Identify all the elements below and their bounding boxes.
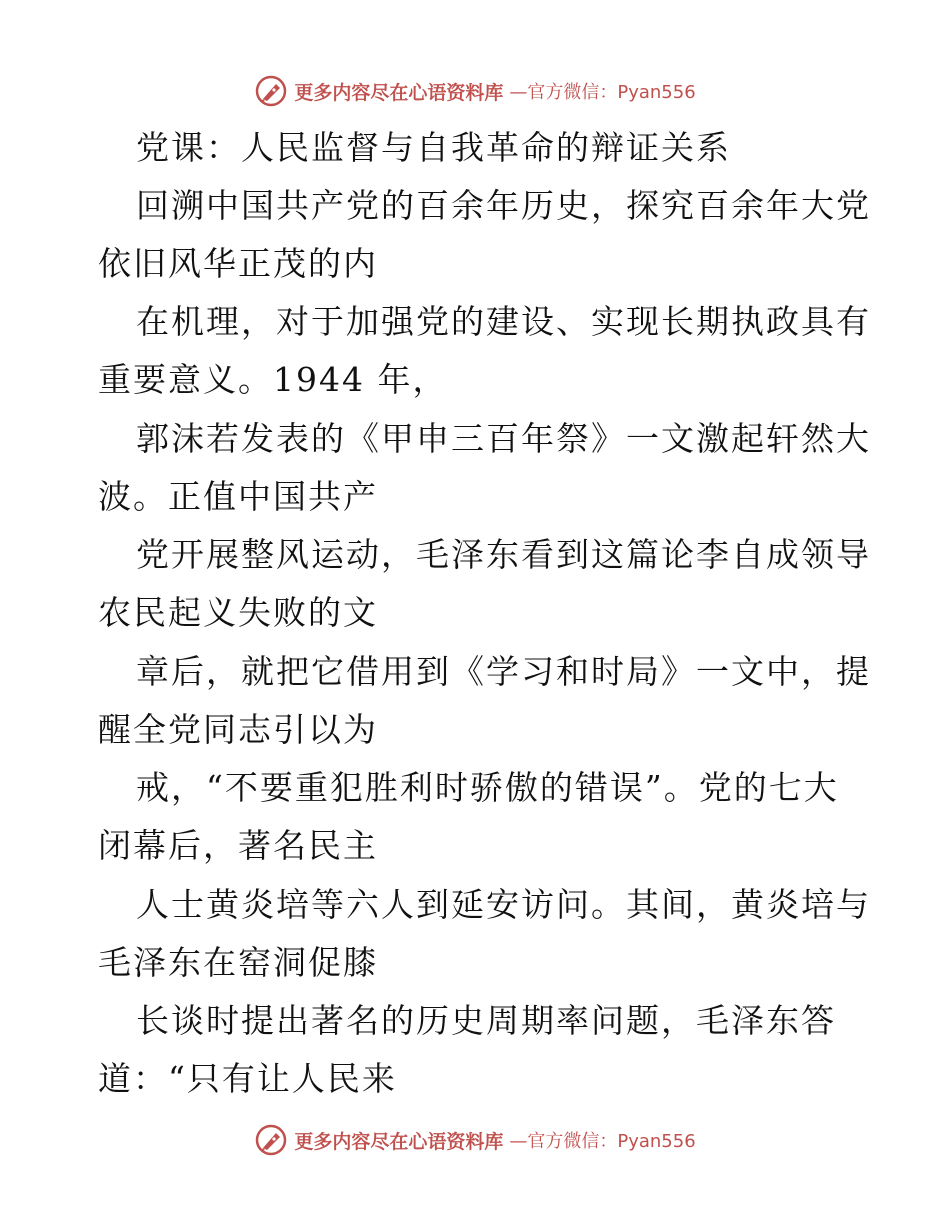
text-line: 回溯中国共产党的百余年历史，探究百余年大党 [136,186,871,225]
pen-nib-logo-icon [254,74,288,108]
text-line: 农民起义失败的文 [98,593,378,632]
text-line: 人士黄炎培等六人到延安访问。其间，黄炎培与 [136,885,871,924]
text-line: 重要意义。1944 年， [98,360,448,399]
text-line: 闭幕后，著名民主 [98,826,378,865]
header-banner-title: 更多内容尽在心语资料库 [294,81,504,104]
document-title: 党课：人民监督与自我革命的辩证关系 [136,128,731,167]
text-line: 章后，就把它借用到《学习和时局》一文中，提 [136,652,871,691]
text-line: 长谈时提出著名的历史周期率问题，毛泽东答 [136,1001,836,1040]
text-line: 在机理，对于加强党的建设、实现长期执政具有 [136,302,871,341]
footer-banner [254,1123,695,1157]
text-line: 依旧风华正茂的内 [98,244,378,283]
text-line: 毛泽东在窑洞促膝 [98,943,378,982]
text-line: 波。正值中国共产 [98,477,378,516]
footer-banner-title: 更多内容尽在心语资料库 [294,1130,504,1153]
text-line: 郭沫若发表的《甲申三百年祭》一文激起轩然大 [136,419,871,458]
pen-nib-logo-icon [254,1123,288,1157]
header-banner [254,74,695,108]
footer-banner-wechat: —官方微信：Pyan556 [509,1131,696,1152]
text-line: 党开展整风运动，毛泽东看到这篇论李自成领导 [136,535,871,574]
page-footer [0,1120,950,1160]
text-line: 醒全党同志引以为 [98,710,378,749]
header-banner-wechat: —官方微信：Pyan556 [509,82,696,103]
text-line: 戒，“不要重犯胜利时骄傲的错误”。党的七大 [136,768,839,807]
page-header [0,71,950,111]
text-line: 道：“只有让人民来 [98,1059,397,1098]
